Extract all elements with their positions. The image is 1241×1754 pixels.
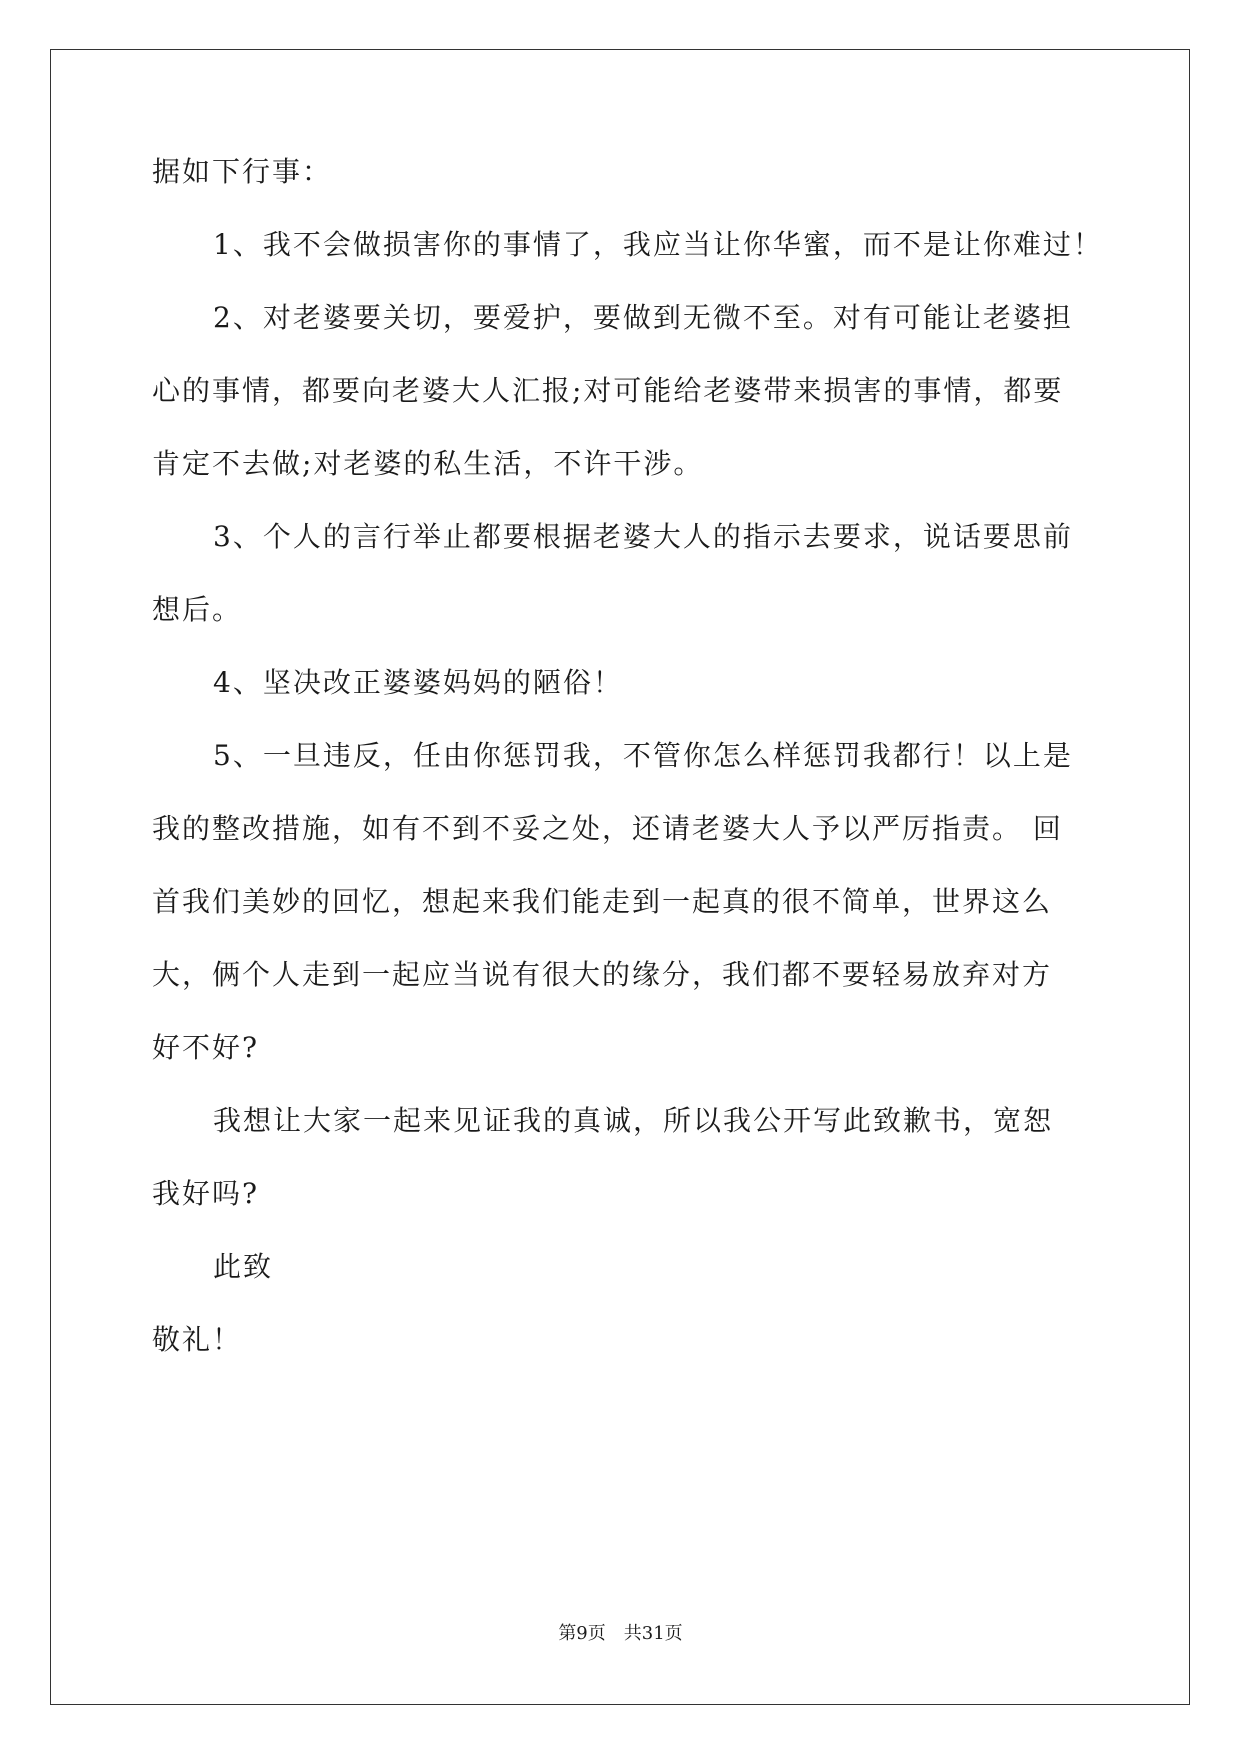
page-total: 共31页 [623, 1623, 683, 1644]
page-number: 第9页 [558, 1623, 606, 1644]
text-line: 4、坚决改正婆婆妈妈的陋俗！ [213, 666, 623, 699]
text-line: 5、一旦违反，任由你惩罚我，不管你怎么样惩罚我都行！以上是 [213, 739, 1073, 772]
text-line: 2、对老婆要关切，要爱护，要做到无微不至。对有可能让老婆担 [213, 301, 1073, 334]
text-line: 大，俩个人走到一起应当说有很大的缘分，我们都不要轻易放弃对方 [152, 958, 1053, 991]
text-line: 据如下行事： [152, 155, 333, 188]
text-line: 首我们美妙的回忆，想起来我们能走到一起真的很不简单，世界这么 [152, 885, 1053, 918]
text-line: 好不好? [152, 1031, 260, 1064]
text-line: 想后。 [152, 593, 243, 626]
text-line: 1、我不会做损害你的事情了，我应当让你华蜜，而不是让你难过！ [213, 228, 1103, 261]
text-line: 心的事情，都要向老婆大人汇报;对可能给老婆带来损害的事情，都要 [152, 374, 1064, 407]
page-footer [0, 1622, 1241, 1646]
text-line: 我好吗? [152, 1177, 260, 1210]
text-line: 我想让大家一起来见证我的真诚，所以我公开写此致歉书，宽恕 [213, 1104, 1054, 1137]
closing-line: 此致 [213, 1250, 274, 1283]
text-line: 肯定不去做;对老婆的私生活，不许干涉。 [152, 447, 704, 480]
salutation-line: 敬礼！ [152, 1323, 243, 1356]
text-line: 我的整改措施，如有不到不妥之处，还请老婆大人予以严厉指责。 回 [152, 812, 1063, 845]
text-line: 3、个人的言行举止都要根据老婆大人的指示去要求，说话要思前 [213, 520, 1073, 553]
